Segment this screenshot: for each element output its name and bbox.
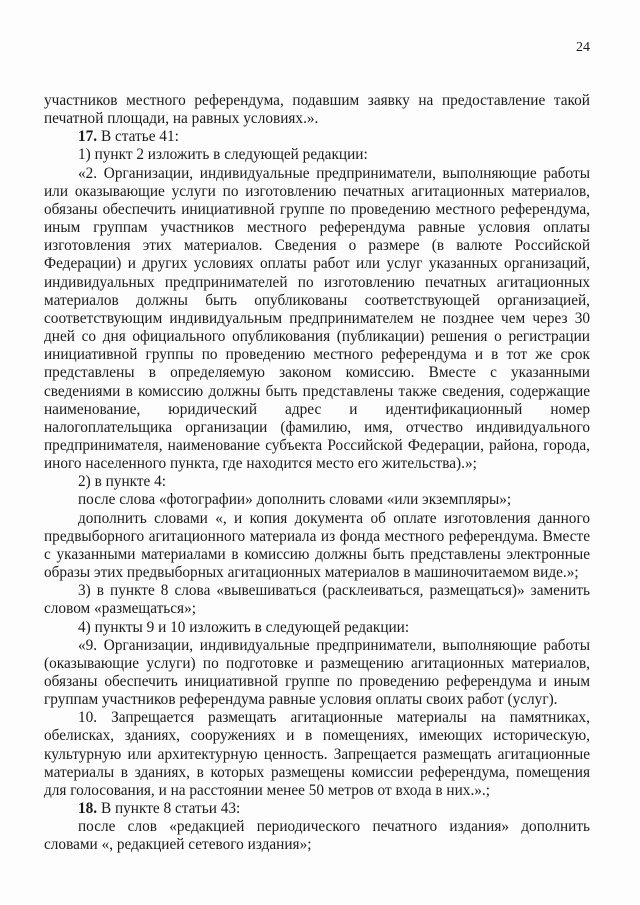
paragraph: «9. Организации, индивидуальные предприниматели, выполняющие работы (оказывающие услуги) по подготовке и размещению агитационных материалов, обязаны обеспечить инициативной группе по проведению референдума и иным группам участников референдума равные условия оплаты своих работ (услуг). [44,636,590,709]
section-heading-text: В статье 41: [97,128,179,146]
paragraph: после слова «фотографии» дополнить словами «или экземпляры»; [78,491,512,509]
paragraph [44,800,590,818]
paragraph: 2) в пункте 4: [78,473,167,491]
paragraph: после слов «редакцией периодического печатного издания» дополнить словами «, редакцией сетевого издания»; [44,818,590,854]
paragraph: дополнить словами «, и копия документа об оплате изготовления данного предвыборного агитационного материала из фонда местного референдума. Вместе с указанными материалами в комиссию должны быть представлены электронные образы этих предвыборных агитационных материалов в машиночитаемом виде.»; [44,509,590,582]
page-number: 24 [576,40,590,55]
paragraph: 10. Запрещается размещать агитационные материалы на памятниках, обелисках, зданиях, сооружениях и в помещениях, имеющих историческую, культурную или архитектурную ценность. Запрещается размещать агитационные материалы в зданиях, в которых размещены комиссии референдума, помещения для голосования, и на расстоянии менее 50 метров от входа в них.».; [44,709,590,799]
section-number: 17. [78,128,98,146]
section-heading-text: В пункте 8 статьи 43: [97,800,241,818]
paragraph: участников местного референдума, подавшим заявку на предоставление такой печатной площади, на равных условиях.». [44,92,590,128]
paragraph: 4) пункты 9 и 10 изложить в следующей редакции: [78,618,410,636]
paragraph: «2. Организации, индивидуальные предприниматели, выполняющие работы или оказывающие услуги по изготовлению печатных агитационных материалов, обязаны обеспечить инициативной группе по проведению местного референдума, иным группам участников местного референдума равные условия оплаты изготовления этих материалов. Сведения о размере (в валюте Российской Федерации) и других условиях оплаты работ или услуг указанных организаций, индивидуальных предпринимателей по изготовлению печатных агитационных материалов должны быть опубликованы соответствующей организацией, соответствующим индивидуальным предпринимателем не позднее чем через 30 дней со дня официального опубликования (публикации) решения о регистрации инициативной группы по проведению местного референдума и в тот же срок представлены в определяемую законом комиссию. Вместе с указанными сведениями в комиссию должны быть представлены также сведения, содержащие наименование, юридический адрес и идентификационный номер налогоплательщика организации (фамилию, имя, отчество индивидуального предпринимателя, наименование субъекта Российской Федерации, района, города, иного населенного пункта, где находится место его жительства).»; [44,164,590,473]
document-body [44,92,590,855]
paragraph: 1) пункт 2 изложить в следующей редакции: [78,146,368,164]
section-number: 18. [78,800,98,818]
paragraph [44,128,590,146]
paragraph: 3) в пункте 8 слова «вывешиваться (расклеиваться, размещаться)» заменить словом «размещаться»; [44,582,590,618]
